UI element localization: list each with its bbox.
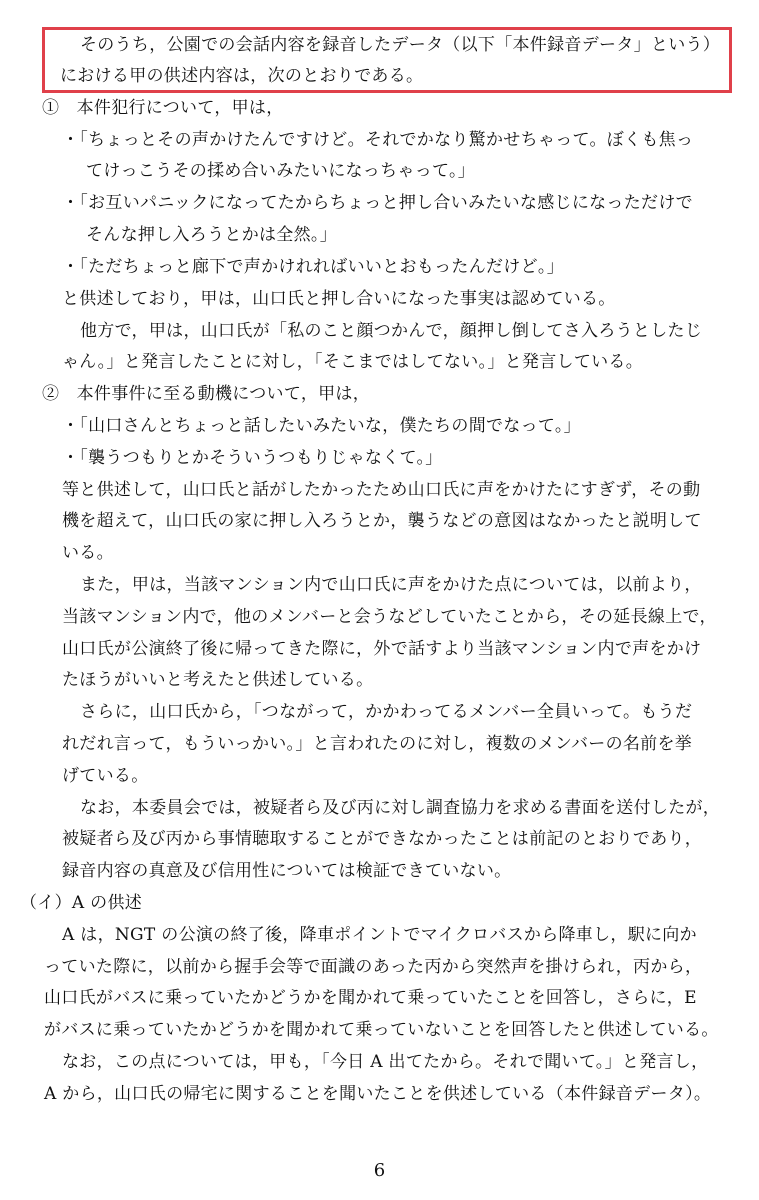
body-line: 山口氏が公演終了後に帰ってきた際に，外で話すより当該マンション内で声をかけ xyxy=(62,639,702,659)
body-line: がバスに乗っていたかどうかを聞かれて乗っていないことを回答したと供述している。 xyxy=(44,1020,719,1040)
body-line: さらに，山口氏から，「つながって，かかわってるメンバー全員いって。もうだ xyxy=(80,702,693,722)
highlight-line-2: における甲の供述内容は，次のとおりである。 xyxy=(60,66,424,86)
body-line: ゃん。」と発言したことに対し，「そこまではしてない。」と発言している。 xyxy=(62,352,644,372)
section-2-heading: ② 本件事件に至る動機について，甲は， xyxy=(42,384,371,404)
body-line: げている。 xyxy=(62,766,149,786)
body-line: れだれ言って，もういっかい。」と言われたのに対し，複数のメンバーの名前を挙 xyxy=(62,734,693,754)
body-line: いる。 xyxy=(62,543,114,563)
section-1-heading: ① 本件犯行について，甲は， xyxy=(42,98,284,118)
body-line: なお，この点については，甲も，「今日 A 出てたから。それで聞いて。」と発言し， xyxy=(62,1052,709,1072)
body-line: 当該マンション内で，他のメンバーと会うなどしていたことから，その延長線上で， xyxy=(62,607,717,627)
highlight-line-1: そのうち，公園での会話内容を録音したデータ（以下「本件録音データ」という） xyxy=(80,35,721,55)
body-line: 山口氏がバスに乗っていたかどうかを聞かれて乗っていたことを回答し，さらに，E xyxy=(44,988,697,1008)
body-line: 録音内容の真意及び信用性については検証できていない。 xyxy=(62,861,512,881)
quote-line: ・「山口さんとちょっと話したいみたいな，僕たちの間でなって。」 xyxy=(62,416,581,436)
body-line: A は，NGT の公演の終了後，降車ポイントでマイクロバスから降車し，駅に向か xyxy=(62,925,697,945)
section-a-heading: （イ）A の供述 xyxy=(20,893,143,913)
body-line: 被疑者ら及び丙から事情聴取することができなかったことは前記のとおりであり， xyxy=(62,829,703,849)
quote-line: ・「襲うつもりとかそういうつもりじゃなくて。」 xyxy=(62,448,443,468)
body-line: と供述しており，甲は，山口氏と押し合いになった事実は認めている。 xyxy=(62,289,616,309)
page-number: 6 xyxy=(373,1160,386,1181)
body-line: なお，本委員会では，被疑者ら及び丙に対し調査協力を求める書面を送付したが， xyxy=(80,798,721,818)
quote-line: そんな押し入ろうとかは全然。」 xyxy=(86,225,337,245)
quote-line: ・「ちょっとその声かけたんですけど。それでかなり驚かせちゃって。ぼくも焦っ xyxy=(62,130,694,150)
quote-line: てけっこうその揉め合いみたいになっちゃって。」 xyxy=(86,161,476,181)
body-line: A から，山口氏の帰宅に関することを聞いたことを供述している（本件録音データ）。 xyxy=(44,1084,712,1104)
body-line: 等と供述して，山口氏と話がしたかったため山口氏に声をかけたにすぎず，その動 xyxy=(62,480,701,500)
body-line: っていた際に，以前から握手会等で面識のあった丙から突然声を掛けられ，丙から， xyxy=(44,957,703,977)
body-line: また，甲は，当該マンション内で山口氏に声をかけた点については，以前より， xyxy=(80,575,702,595)
body-line: 機を超えて，山口氏の家に押し入ろうとか，襲うなどの意図はなかったと説明して xyxy=(62,511,702,531)
body-line: 他方で，甲は，山口氏が「私のこと顔つかんで，顔押し倒してさ入ろうとしたじ xyxy=(80,321,703,341)
quote-line: ・「ただちょっと廊下で声かけれればいいとおもったんだけど。」 xyxy=(62,257,564,277)
quote-line: ・「お互いパニックになってたからちょっと押し合いみたいな感じになっただけで xyxy=(62,193,693,213)
body-line: たほうがいいと考えたと供述している。 xyxy=(62,670,374,690)
